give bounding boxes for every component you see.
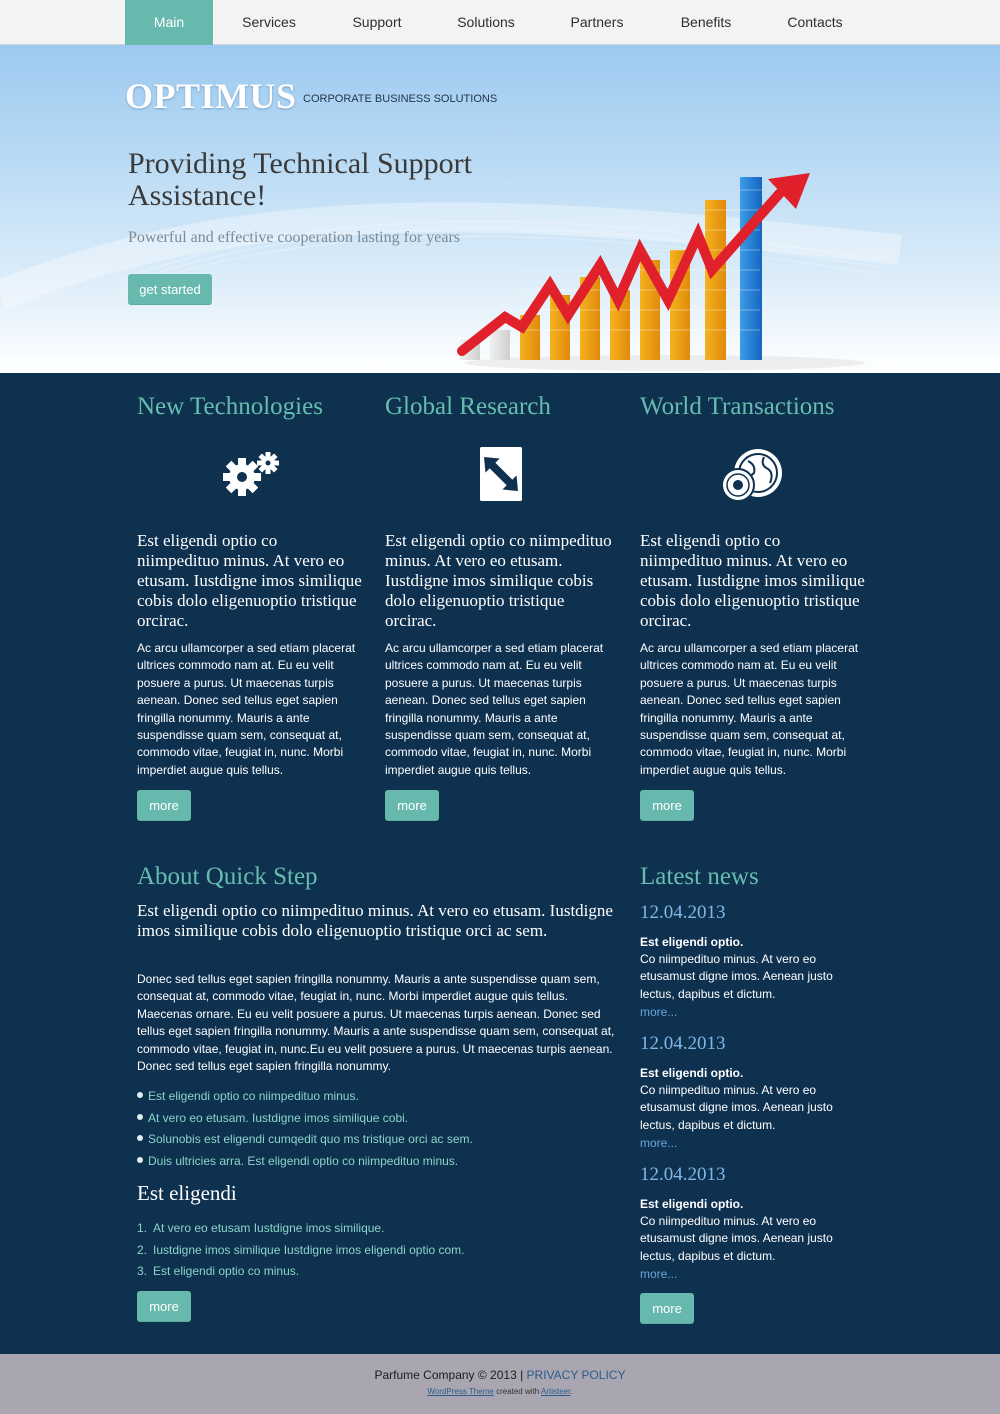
more-button-world-transactions[interactable]: more [640,790,694,821]
site-tagline: CORPORATE BUSINESS SOLUTIONS [303,93,498,105]
about-text: Donec sed tellus eget sapien fringilla nonummy. Mauris a ante suspendisse quam sem, consequat at, commodo vitae, feugiat in, nunc. Morbi imperdiet augue quis tellus. Maecenas ornare. Eu eu velit posuere a purus. Ut maecenas turpis aenean. Donec sed tellus eget sapien fringilla nonummy. Mauris a ante suspendisse quam sem, consequat at, commodo vitae, feugiat in, nunc.Eu eu velit posuere a purus. Ut maecenas turpis aenean. Donec sed tellus eget sapien fringilla nonummy. [137,972,615,1074]
column-lead-world-transactions: Est eligendi optio co niimpedituo minus. At vero eo etusam. Iustdigne imos similique cobis dolo eligenuoptio tristique orcirac. [640,531,865,630]
get-started-button[interactable]: get started [128,274,212,305]
about-title: About Quick Step [137,863,318,890]
site-logo[interactable]: OPTIMUS [125,76,297,116]
news-more-link[interactable]: more... [640,1267,678,1281]
nav-item-services[interactable]: Services [242,14,296,30]
news-headline: Est eligendi optio. [640,1197,744,1211]
news-date: 12.04.2013 [640,1164,726,1185]
news-more-link[interactable]: more... [640,1136,678,1150]
est-eligendi-title: Est eligendi [137,1181,237,1205]
list-item-text: At vero eo etusam Iustdigne imos similique. [153,1221,385,1235]
news-headline: Est eligendi optio. [640,935,744,949]
column-text-global-research: Ac arcu ullamcorper a sed etiam placerat ultrices commodo nam at. Eu eu velit posuere a purus. Ut maecenas turpis aenean. Donec sed tellus eget sapien fringilla nonummy. Mauris a ante suspendisse quam sem, consequat at, commodo vitae, feugiat in, nunc. Morbi imperdiet augue quis tellus. [385,641,604,777]
list-number: 2. [137,1242,148,1257]
growth-chart-illustration [450,165,880,373]
column-title-world-transactions: World Transactions [640,393,835,420]
list-number: 1. [137,1221,148,1235]
footer-period: . [570,1387,573,1396]
about-bullet-list [137,1087,617,1174]
copyright-text: Parfume Company © 2013 | [374,1368,524,1382]
nav-item-contacts[interactable]: Contacts [787,14,843,30]
hero-title: Providing Technical Support Assistance! [128,147,472,212]
list-item[interactable]: Duis ultricies arra. Est eligendi optio co niimpedituo minus. [137,1152,617,1174]
column-title-new-technologies: New Technologies [137,393,323,420]
news-text: Co niimpedituo minus. At vero eo etusamust digne imos. Aenean justo lectus, dapibus et dictum. [640,952,833,1001]
privacy-policy-link[interactable]: PRIVACY POLICY [526,1368,626,1382]
latest-news-title: Latest news [640,863,759,890]
footer [0,1354,1000,1414]
more-button-new-technologies[interactable]: more [137,790,191,821]
nav-item-benefits[interactable]: Benefits [680,14,732,30]
column-lead-global-research: Est eligendi optio co niimpedituo minus. At vero eo etusam. Iustdigne imos similique cobis dolo eligenuoptio tristique orcirac. [385,531,612,630]
hero-banner [0,45,1000,373]
list-item-text: Est eligendi optio co minus. [153,1264,300,1279]
column-text-new-technologies: Ac arcu ullamcorper a sed etiam placerat ultrices commodo nam at. Eu eu velit posuere a purus. Ut maecenas turpis aenean. Donec sed tellus eget sapien fringilla nonummy. Mauris a ante suspendisse quam sem, consequat at, commodo vitae, feugiat in, nunc. Morbi imperdiet augue quis tellus. [137,641,356,777]
about-more-button[interactable]: more [137,1291,191,1322]
list-number: 3. [137,1264,148,1279]
more-button-global-research[interactable]: more [385,790,439,821]
list-item[interactable] [137,1241,617,1263]
list-item-text: Iustdigne imos similique Iustdigne imos eligendi optio com. [153,1242,465,1257]
created-with-text: created with [496,1387,540,1396]
gears-icon [218,443,282,507]
nav-item-partners[interactable]: Partners [570,14,624,30]
nav-item-support[interactable]: Support [352,14,402,30]
artisteer-link[interactable]: Artisteer [540,1387,571,1396]
column-title-global-research: Global Research [385,393,551,420]
news-date: 12.04.2013 [640,1033,726,1054]
news-date: 12.04.2013 [640,902,726,923]
nav-item-solutions[interactable]: Solutions [457,14,515,30]
news-more-link[interactable]: more... [640,1005,678,1019]
list-item[interactable] [137,1262,617,1284]
globe-coins-icon [718,443,782,507]
news-more-button[interactable]: more [640,1293,694,1324]
wordpress-theme-link[interactable]: WordPress Theme [427,1387,494,1396]
hero-subtitle: Powerful and effective cooperation lasting for years [128,229,461,246]
about-numbered-list [137,1219,617,1284]
about-lead: Est eligendi optio co niimpedituo minus. At vero eo etusam. Iustdigne imos similique cobis dolo eligenuoptio tristique orci ac sem. [137,901,613,940]
top-navigation [0,0,1000,45]
column-text-world-transactions: Ac arcu ullamcorper a sed etiam placerat ultrices commodo nam at. Eu eu velit posuere a purus. Ut maecenas turpis aenean. Donec sed tellus eget sapien fringilla nonummy. Mauris a ante suspendisse quam sem, consequat at, commodo vitae, feugiat in, nunc. Morbi imperdiet augue quis tellus. [640,641,859,777]
footer-copyright-line [0,1368,1000,1382]
list-item[interactable]: Est eligendi optio co niimpedituo minus. [137,1087,617,1109]
news-text: Co niimpedituo minus. At vero eo etusamust digne imos. Aenean justo lectus, dapibus et dictum. [640,1083,833,1132]
list-item[interactable]: Solunobis est eligendi cumqedit quo ms tristique orci ac sem. [137,1130,617,1152]
column-lead-new-technologies: Est eligendi optio co niimpedituo minus. At vero eo etusam. Iustdigne imos similique cobis dolo eligenuoptio tristique orcirac. [137,531,362,630]
nav-item-main[interactable]: Main [125,0,213,45]
arrows-expand-icon [468,443,532,507]
footer-credits-line [0,1387,1000,1396]
list-item[interactable] [137,1219,617,1241]
news-headline: Est eligendi optio. [640,1066,744,1080]
list-item[interactable]: At vero eo etusam. Iustdigne imos similique cobi. [137,1109,617,1131]
news-text: Co niimpedituo minus. At vero eo etusamust digne imos. Aenean justo lectus, dapibus et dictum. [640,1214,833,1263]
